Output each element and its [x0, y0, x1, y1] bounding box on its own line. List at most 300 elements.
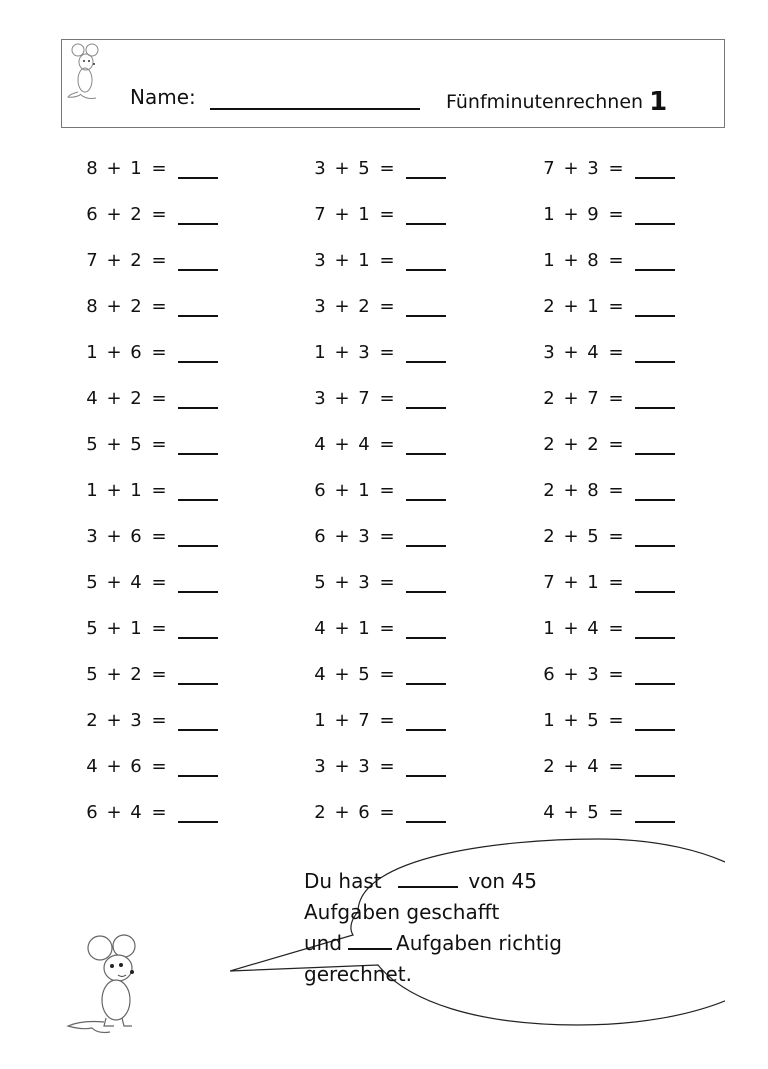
problem-row — [84, 204, 724, 234]
summary-line-2: Aufgaben geschafft — [304, 900, 500, 924]
addend-1: 1 — [86, 342, 98, 363]
addition-problem — [541, 296, 675, 317]
answer-blank[interactable] — [635, 343, 675, 363]
mouse-icon — [66, 42, 104, 104]
addition-problem — [312, 388, 446, 409]
addend-1: 7 — [543, 572, 555, 593]
plus-sign: + — [106, 342, 122, 363]
answer-blank[interactable] — [178, 159, 218, 179]
addend-1: 4 — [314, 434, 326, 455]
addition-problem — [541, 480, 675, 501]
addition-problem — [541, 250, 675, 271]
name-input-line[interactable] — [210, 108, 420, 110]
addend-1: 1 — [543, 250, 555, 271]
addend-1: 6 — [86, 802, 98, 823]
problem-row — [84, 250, 724, 280]
addend-2: 3 — [358, 572, 370, 593]
plus-sign: + — [563, 480, 579, 501]
addend-1: 7 — [543, 158, 555, 179]
plus-sign: + — [563, 756, 579, 777]
answer-blank[interactable] — [635, 619, 675, 639]
plus-sign: + — [106, 756, 122, 777]
addend-2: 1 — [358, 618, 370, 639]
problem-row — [84, 434, 724, 464]
plus-sign: + — [334, 802, 350, 823]
addition-problem — [84, 434, 218, 455]
equals-sign: = — [608, 618, 624, 639]
addition-problem — [312, 756, 446, 777]
summary-line-3: und Aufgaben richtig — [304, 931, 562, 955]
addition-problem — [84, 756, 218, 777]
equals-sign: = — [151, 434, 167, 455]
addition-problem — [84, 802, 218, 823]
plus-sign: + — [334, 388, 350, 409]
plus-sign: + — [334, 158, 350, 179]
addend-1: 2 — [543, 480, 555, 501]
addend-1: 5 — [86, 664, 98, 685]
addend-1: 3 — [314, 296, 326, 317]
equals-sign: = — [151, 802, 167, 823]
addend-1: 2 — [543, 388, 555, 409]
plus-sign: + — [106, 388, 122, 409]
answer-blank[interactable] — [178, 205, 218, 225]
answer-blank[interactable] — [178, 619, 218, 639]
addend-2: 6 — [130, 526, 142, 547]
equals-sign: = — [608, 572, 624, 593]
addend-1: 4 — [314, 618, 326, 639]
addition-problem — [541, 664, 675, 685]
addend-2: 5 — [130, 434, 142, 455]
equals-sign: = — [151, 618, 167, 639]
addend-2: 1 — [130, 480, 142, 501]
equals-sign: = — [379, 296, 395, 317]
addend-1: 4 — [86, 756, 98, 777]
header-box — [61, 39, 725, 128]
addition-problem — [541, 802, 675, 823]
equals-sign: = — [608, 480, 624, 501]
answer-blank[interactable] — [178, 803, 218, 823]
addition-problem — [541, 158, 675, 179]
plus-sign: + — [106, 434, 122, 455]
addend-2: 4 — [587, 756, 599, 777]
plus-sign: + — [563, 618, 579, 639]
equals-sign: = — [608, 710, 624, 731]
addend-2: 4 — [587, 342, 599, 363]
addend-2: 2 — [587, 434, 599, 455]
addend-1: 4 — [86, 388, 98, 409]
plus-sign: + — [563, 158, 579, 179]
plus-sign: + — [334, 434, 350, 455]
addend-1: 3 — [314, 388, 326, 409]
equals-sign: = — [379, 526, 395, 547]
equals-sign: = — [151, 572, 167, 593]
plus-sign: + — [106, 710, 122, 731]
equals-sign: = — [379, 802, 395, 823]
addend-1: 2 — [543, 526, 555, 547]
answer-blank[interactable] — [406, 435, 446, 455]
sheet-number: 1 — [649, 87, 668, 117]
addition-problem — [84, 618, 218, 639]
answer-blank[interactable] — [406, 343, 446, 363]
addend-1: 8 — [86, 296, 98, 317]
addition-problem — [312, 480, 446, 501]
addend-2: 4 — [587, 618, 599, 639]
addend-2: 2 — [130, 204, 142, 225]
plus-sign: + — [563, 710, 579, 731]
addend-1: 2 — [543, 296, 555, 317]
addition-problem — [541, 342, 675, 363]
addend-1: 7 — [314, 204, 326, 225]
plus-sign: + — [563, 434, 579, 455]
addend-1: 3 — [314, 250, 326, 271]
addend-1: 6 — [543, 664, 555, 685]
equals-sign: = — [151, 710, 167, 731]
addition-problem — [541, 756, 675, 777]
addition-problem — [312, 250, 446, 271]
addend-2: 1 — [130, 618, 142, 639]
plus-sign: + — [106, 618, 122, 639]
addend-2: 2 — [358, 296, 370, 317]
addend-1: 1 — [86, 480, 98, 501]
addend-2: 2 — [130, 296, 142, 317]
summary-text — [304, 866, 562, 990]
answer-blank[interactable] — [178, 343, 218, 363]
answer-blank[interactable] — [178, 389, 218, 409]
addition-problem — [312, 572, 446, 593]
equals-sign: = — [151, 388, 167, 409]
answer-blank[interactable] — [178, 757, 218, 777]
addition-problem — [84, 342, 218, 363]
addend-2: 5 — [587, 526, 599, 547]
equals-sign: = — [151, 158, 167, 179]
addend-1: 6 — [314, 526, 326, 547]
addend-2: 1 — [587, 296, 599, 317]
answer-blank[interactable] — [635, 205, 675, 225]
answer-blank[interactable] — [178, 435, 218, 455]
answer-blank[interactable] — [406, 205, 446, 225]
addition-problem — [84, 572, 218, 593]
answer-blank[interactable] — [406, 619, 446, 639]
title-text: Fünfminutenrechnen — [446, 91, 644, 113]
answer-blank[interactable] — [635, 803, 675, 823]
addend-1: 5 — [86, 434, 98, 455]
name-label: Name: — [130, 85, 196, 109]
addend-2: 6 — [130, 756, 142, 777]
addend-2: 2 — [130, 250, 142, 271]
addend-2: 3 — [587, 158, 599, 179]
plus-sign: + — [106, 480, 122, 501]
addition-problem — [541, 710, 675, 731]
answer-blank[interactable] — [178, 711, 218, 731]
equals-sign: = — [379, 204, 395, 225]
answer-blank[interactable] — [635, 527, 675, 547]
answer-blank[interactable] — [635, 481, 675, 501]
addend-1: 6 — [86, 204, 98, 225]
addend-2: 1 — [587, 572, 599, 593]
addend-1: 1 — [314, 342, 326, 363]
plus-sign: + — [563, 388, 579, 409]
addend-2: 5 — [358, 158, 370, 179]
addition-problem — [541, 388, 675, 409]
addition-problem — [541, 618, 675, 639]
equals-sign: = — [379, 434, 395, 455]
plus-sign: + — [334, 710, 350, 731]
equals-sign: = — [608, 664, 624, 685]
addend-2: 4 — [358, 434, 370, 455]
equals-sign: = — [151, 526, 167, 547]
addend-1: 1 — [543, 618, 555, 639]
addend-2: 8 — [587, 480, 599, 501]
addend-2: 3 — [587, 664, 599, 685]
addend-1: 1 — [543, 204, 555, 225]
plus-sign: + — [334, 572, 350, 593]
answer-blank[interactable] — [635, 297, 675, 317]
equals-sign: = — [608, 434, 624, 455]
equals-sign: = — [379, 618, 395, 639]
plus-sign: + — [334, 756, 350, 777]
addend-2: 1 — [358, 204, 370, 225]
addend-2: 7 — [587, 388, 599, 409]
addition-problem — [312, 204, 446, 225]
addition-problem — [312, 802, 446, 823]
answer-blank[interactable] — [406, 481, 446, 501]
addend-2: 6 — [130, 342, 142, 363]
equals-sign: = — [151, 204, 167, 225]
addend-2: 1 — [358, 250, 370, 271]
addition-problem — [541, 526, 675, 547]
answer-blank[interactable] — [178, 297, 218, 317]
addend-2: 4 — [130, 572, 142, 593]
answer-blank[interactable] — [635, 251, 675, 271]
completed-count-blank[interactable] — [398, 868, 458, 888]
addition-problem — [541, 572, 675, 593]
plus-sign: + — [563, 204, 579, 225]
addend-1: 3 — [314, 158, 326, 179]
addend-1: 8 — [86, 158, 98, 179]
addition-problem — [541, 204, 675, 225]
addend-1: 4 — [314, 664, 326, 685]
summary-line-1: Du hast von 45 — [304, 869, 537, 893]
addend-1: 5 — [314, 572, 326, 593]
addend-1: 3 — [314, 756, 326, 777]
addition-problem — [312, 710, 446, 731]
addend-2: 7 — [358, 710, 370, 731]
answer-blank[interactable] — [635, 435, 675, 455]
addend-2: 7 — [358, 388, 370, 409]
equals-sign: = — [379, 756, 395, 777]
addend-1: 1 — [314, 710, 326, 731]
answer-blank[interactable] — [635, 389, 675, 409]
answer-blank[interactable] — [406, 297, 446, 317]
problem-row — [84, 572, 724, 602]
plus-sign: + — [563, 342, 579, 363]
plus-sign: + — [106, 664, 122, 685]
addition-problem — [84, 296, 218, 317]
addend-1: 2 — [314, 802, 326, 823]
plus-sign: + — [106, 296, 122, 317]
answer-blank[interactable] — [406, 665, 446, 685]
addition-problem — [312, 434, 446, 455]
equals-sign: = — [379, 388, 395, 409]
equals-sign: = — [608, 158, 624, 179]
addend-2: 4 — [130, 802, 142, 823]
plus-sign: + — [106, 158, 122, 179]
addend-1: 5 — [86, 618, 98, 639]
plus-sign: + — [334, 204, 350, 225]
equals-sign: = — [379, 480, 395, 501]
addition-problem — [84, 158, 218, 179]
addend-2: 5 — [587, 802, 599, 823]
problem-row — [84, 664, 724, 694]
answer-blank[interactable] — [406, 527, 446, 547]
addition-problem — [84, 710, 218, 731]
equals-sign: = — [151, 296, 167, 317]
addend-2: 2 — [130, 664, 142, 685]
addend-1: 2 — [543, 756, 555, 777]
answer-blank[interactable] — [406, 803, 446, 823]
equals-sign: = — [151, 756, 167, 777]
plus-sign: + — [334, 618, 350, 639]
equals-sign: = — [379, 250, 395, 271]
answer-blank[interactable] — [406, 159, 446, 179]
addend-2: 2 — [130, 388, 142, 409]
answer-blank[interactable] — [406, 573, 446, 593]
equals-sign: = — [608, 526, 624, 547]
problem-row — [84, 710, 724, 740]
plus-sign: + — [563, 250, 579, 271]
plus-sign: + — [334, 526, 350, 547]
correct-count-blank[interactable] — [348, 930, 392, 950]
answer-blank[interactable] — [406, 757, 446, 777]
addition-problem — [84, 526, 218, 547]
equals-sign: = — [151, 664, 167, 685]
equals-sign: = — [608, 296, 624, 317]
worksheet-title — [446, 85, 667, 115]
addend-2: 9 — [587, 204, 599, 225]
problem-row — [84, 756, 724, 786]
problem-row — [84, 388, 724, 418]
plus-sign: + — [563, 296, 579, 317]
answer-blank[interactable] — [178, 251, 218, 271]
addition-problem — [541, 434, 675, 455]
answer-blank[interactable] — [406, 711, 446, 731]
plus-sign: + — [563, 526, 579, 547]
addition-problem — [312, 342, 446, 363]
addition-problem — [312, 158, 446, 179]
answer-blank[interactable] — [635, 159, 675, 179]
addend-1: 5 — [86, 572, 98, 593]
answer-blank[interactable] — [635, 573, 675, 593]
equals-sign: = — [151, 480, 167, 501]
answer-blank[interactable] — [178, 527, 218, 547]
plus-sign: + — [334, 664, 350, 685]
addend-2: 3 — [130, 710, 142, 731]
plus-sign: + — [106, 802, 122, 823]
answer-blank[interactable] — [178, 481, 218, 501]
problem-row — [84, 480, 724, 510]
equals-sign: = — [379, 572, 395, 593]
equals-sign: = — [608, 342, 624, 363]
addend-1: 1 — [543, 710, 555, 731]
addend-2: 1 — [130, 158, 142, 179]
equals-sign: = — [379, 710, 395, 731]
addition-problem — [312, 664, 446, 685]
addition-problem — [84, 480, 218, 501]
equals-sign: = — [608, 388, 624, 409]
addend-2: 3 — [358, 526, 370, 547]
plus-sign: + — [334, 342, 350, 363]
plus-sign: + — [106, 572, 122, 593]
equals-sign: = — [608, 204, 624, 225]
equals-sign: = — [379, 664, 395, 685]
plus-sign: + — [106, 526, 122, 547]
addition-problem — [84, 388, 218, 409]
summary-line-4: gerechnet. — [304, 962, 412, 986]
plus-sign: + — [563, 572, 579, 593]
plus-sign: + — [563, 802, 579, 823]
addition-problem — [84, 250, 218, 271]
addend-1: 2 — [86, 710, 98, 731]
addition-problem — [84, 204, 218, 225]
problem-row — [84, 802, 724, 832]
mouse-icon — [62, 930, 154, 1035]
addition-problem — [312, 526, 446, 547]
addend-1: 7 — [86, 250, 98, 271]
answer-blank[interactable] — [178, 573, 218, 593]
equals-sign: = — [379, 158, 395, 179]
addend-1: 3 — [86, 526, 98, 547]
plus-sign: + — [334, 480, 350, 501]
problem-row — [84, 158, 724, 188]
answer-blank[interactable] — [178, 665, 218, 685]
answer-blank[interactable] — [406, 251, 446, 271]
addend-2: 5 — [587, 710, 599, 731]
answer-blank[interactable] — [635, 665, 675, 685]
addend-2: 3 — [358, 342, 370, 363]
equals-sign: = — [608, 250, 624, 271]
addend-1: 4 — [543, 802, 555, 823]
equals-sign: = — [379, 342, 395, 363]
plus-sign: + — [106, 204, 122, 225]
addend-1: 6 — [314, 480, 326, 501]
addend-2: 1 — [358, 480, 370, 501]
plus-sign: + — [334, 296, 350, 317]
equals-sign: = — [151, 342, 167, 363]
equals-sign: = — [151, 250, 167, 271]
addend-1: 3 — [543, 342, 555, 363]
addition-problem — [312, 296, 446, 317]
answer-blank[interactable] — [635, 711, 675, 731]
addend-2: 8 — [587, 250, 599, 271]
addend-2: 6 — [358, 802, 370, 823]
problem-row — [84, 618, 724, 648]
addend-2: 3 — [358, 756, 370, 777]
addend-1: 2 — [543, 434, 555, 455]
plus-sign: + — [563, 664, 579, 685]
addition-problem — [312, 618, 446, 639]
answer-blank[interactable] — [406, 389, 446, 409]
problem-row — [84, 526, 724, 556]
equals-sign: = — [608, 802, 624, 823]
problem-row — [84, 342, 724, 372]
addend-2: 5 — [358, 664, 370, 685]
plus-sign: + — [106, 250, 122, 271]
answer-blank[interactable] — [635, 757, 675, 777]
equals-sign: = — [608, 756, 624, 777]
plus-sign: + — [334, 250, 350, 271]
addition-problem — [84, 664, 218, 685]
problem-row — [84, 296, 724, 326]
